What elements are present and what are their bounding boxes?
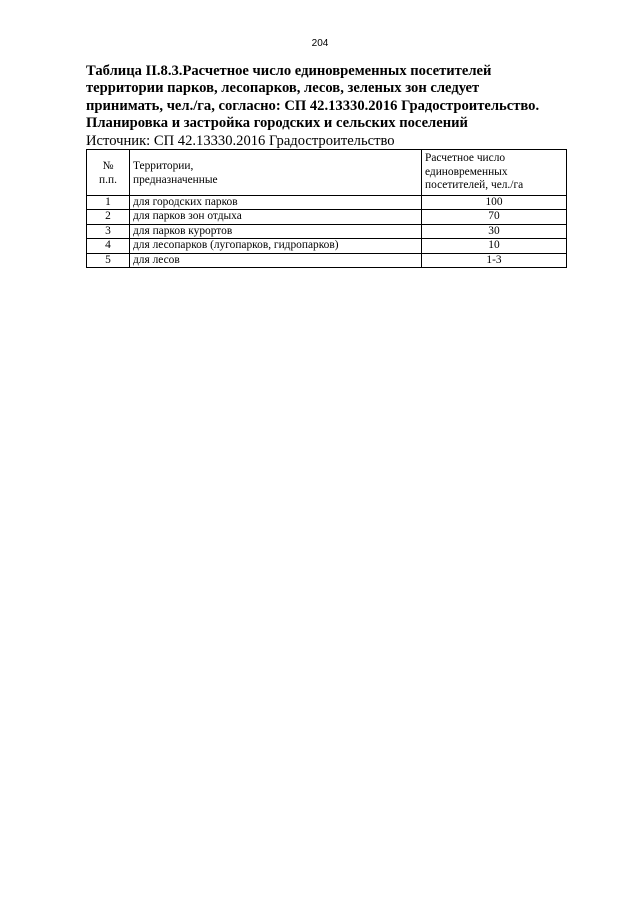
table-row bbox=[87, 253, 567, 268]
row-number: 1 bbox=[87, 195, 130, 210]
table-row bbox=[87, 239, 567, 254]
header-value-line: посетителей, чел./га bbox=[425, 179, 524, 191]
row-number: 3 bbox=[87, 224, 130, 239]
row-number: 4 bbox=[87, 239, 130, 254]
header-number-line: п.п. bbox=[99, 173, 117, 186]
row-territory: для городских парков bbox=[130, 195, 422, 210]
row-territory: для лесопарков (лугопарков, гидропарков) bbox=[130, 239, 422, 254]
row-value: 30 bbox=[422, 224, 567, 239]
header-number-line: № bbox=[102, 160, 114, 172]
table-row bbox=[87, 195, 567, 210]
table-row bbox=[87, 210, 567, 225]
row-value: 1-3 bbox=[422, 253, 567, 268]
table-title-line: Таблица II.8.3.Расчетное число единовременных посетителей bbox=[86, 63, 492, 79]
visitors-table bbox=[86, 149, 567, 268]
header-territory bbox=[130, 150, 422, 196]
header-territory-line: предназначенные bbox=[133, 173, 218, 186]
row-value: 70 bbox=[422, 210, 567, 225]
table-title bbox=[86, 63, 576, 133]
table-title-line: Планировка и застройка городских и сельских поселений bbox=[86, 115, 468, 132]
table-row bbox=[87, 224, 567, 239]
page-number: 204 bbox=[311, 38, 329, 49]
header-value bbox=[422, 150, 567, 196]
row-territory: для лесов bbox=[130, 253, 422, 268]
header-territory-line: Территории, bbox=[133, 160, 194, 172]
header-value-line: Расчетное число bbox=[425, 152, 506, 164]
row-number: 5 bbox=[87, 253, 130, 268]
table-title-line: территории парков, лесопарков, лесов, зеленых зон следует bbox=[86, 80, 480, 97]
row-territory: для парков курортов bbox=[130, 224, 422, 239]
row-value: 100 bbox=[422, 195, 567, 210]
header-value-line: единовременных bbox=[425, 165, 508, 178]
row-number: 2 bbox=[87, 210, 130, 225]
table-header-row bbox=[87, 150, 567, 196]
header-number bbox=[87, 150, 130, 196]
row-value: 10 bbox=[422, 239, 567, 254]
source-note: Источник: СП 42.13330.2016 Градостроительство bbox=[86, 133, 395, 149]
row-territory: для парков зон отдыха bbox=[130, 210, 422, 225]
table-title-line: принимать, чел./га, согласно: СП 42.13330.2016 Градостроительство. bbox=[86, 97, 540, 114]
